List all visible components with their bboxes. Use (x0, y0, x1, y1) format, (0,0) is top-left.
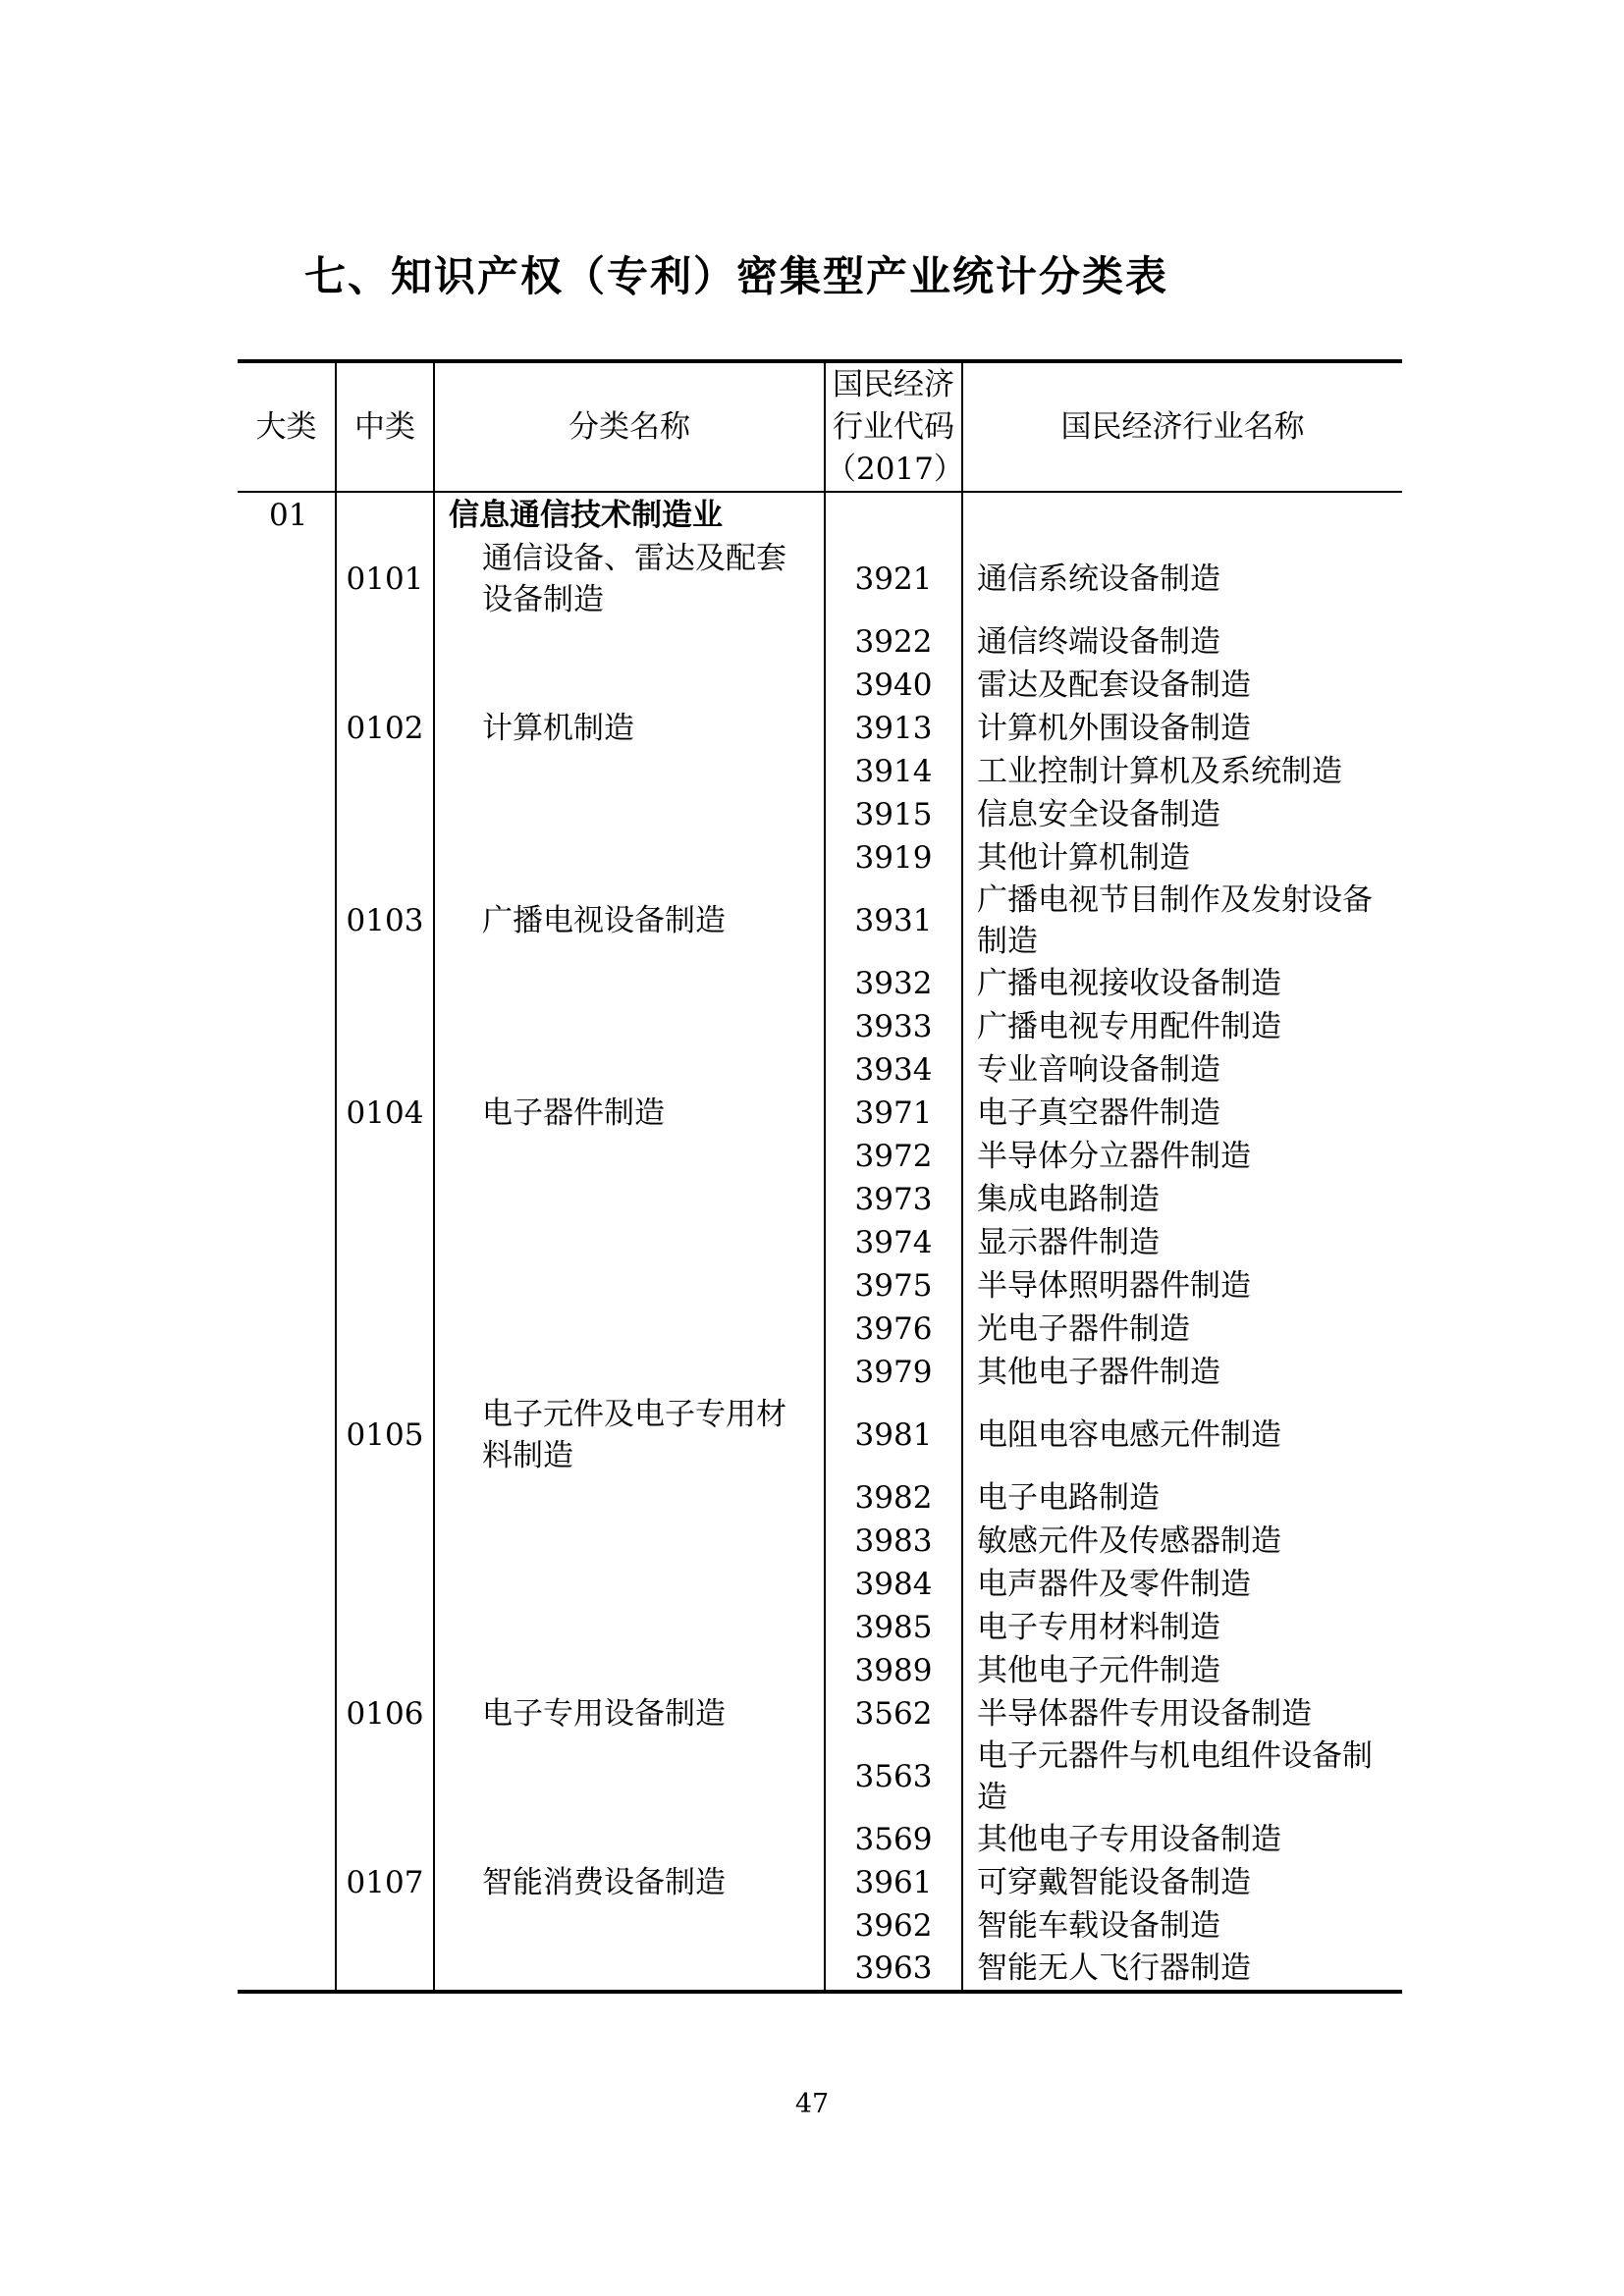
major-category-cell (238, 1005, 336, 1048)
middle-category-cell (336, 1135, 434, 1178)
table-row (238, 750, 1402, 793)
major-category-cell (238, 1649, 336, 1692)
industry-code-cell: 3971 (825, 1092, 962, 1135)
industry-code-cell: 3979 (825, 1351, 962, 1394)
industry-code-cell: 3934 (825, 1048, 962, 1092)
industry-name-cell: 敏感元件及传感器制造 (962, 1520, 1402, 1563)
industry-name-cell (962, 492, 1402, 538)
middle-category-cell (336, 620, 434, 664)
major-category-cell (238, 1394, 336, 1476)
header-major-category: 大类 (238, 361, 336, 492)
middle-category-cell (336, 1178, 434, 1221)
industry-code-cell: 3932 (825, 962, 962, 1005)
major-category-cell (238, 1264, 336, 1308)
table-row (238, 1048, 1402, 1092)
industry-name-cell: 工业控制计算机及系统制造 (962, 750, 1402, 793)
middle-category-cell (336, 793, 434, 836)
table-row (238, 836, 1402, 880)
table-row (238, 1005, 1402, 1048)
middle-category-cell (336, 1948, 434, 1992)
major-category-cell (238, 1735, 336, 1818)
industry-code-cell (825, 492, 962, 538)
industry-code-cell: 3921 (825, 538, 962, 620)
table-row (238, 1178, 1402, 1221)
industry-code-cell: 3972 (825, 1135, 962, 1178)
industry-name-cell: 专业音响设备制造 (962, 1048, 1402, 1092)
industry-name-cell: 计算机外围设备制造 (962, 707, 1402, 750)
industry-name-cell: 半导体器件专用设备制造 (962, 1692, 1402, 1735)
industry-code-cell: 3984 (825, 1563, 962, 1606)
middle-category-cell (336, 1818, 434, 1861)
category-name-cell: 电子元件及电子专用材料制造 (434, 1394, 825, 1476)
major-category-cell (238, 538, 336, 620)
category-name-cell (434, 1904, 825, 1948)
middle-category-cell (336, 1351, 434, 1394)
table-row (238, 1520, 1402, 1563)
industry-code-cell: 3915 (825, 793, 962, 836)
category-name-cell (434, 1221, 825, 1264)
major-category-cell (238, 1818, 336, 1861)
industry-name-cell: 雷达及配套设备制造 (962, 664, 1402, 707)
middle-category-cell (336, 1563, 434, 1606)
major-category-cell (238, 962, 336, 1005)
major-category-cell (238, 1178, 336, 1221)
major-category-cell (238, 1221, 336, 1264)
industry-code-cell: 3962 (825, 1904, 962, 1948)
middle-category-cell: 0105 (336, 1394, 434, 1476)
category-name-cell (434, 1048, 825, 1092)
major-category-cell (238, 707, 336, 750)
major-category-cell (238, 750, 336, 793)
middle-category-cell (336, 1005, 434, 1048)
middle-category-cell: 0102 (336, 707, 434, 750)
table-row (238, 538, 1402, 620)
industry-code-cell: 3922 (825, 620, 962, 664)
industry-name-cell: 电子专用材料制造 (962, 1606, 1402, 1649)
major-category-cell (238, 1606, 336, 1649)
industry-code-cell: 3989 (825, 1649, 962, 1692)
table-row (238, 1649, 1402, 1692)
middle-category-cell (336, 962, 434, 1005)
table-row (238, 1606, 1402, 1649)
industry-code-cell: 3976 (825, 1308, 962, 1351)
category-name-cell (434, 1818, 825, 1861)
category-name-cell (434, 1264, 825, 1308)
industry-code-cell: 3562 (825, 1692, 962, 1735)
table-row (238, 1476, 1402, 1520)
middle-category-cell (336, 1308, 434, 1351)
category-name-cell (434, 1606, 825, 1649)
major-category-cell (238, 1308, 336, 1351)
category-name-cell (434, 1135, 825, 1178)
middle-category-cell (336, 1221, 434, 1264)
category-name-cell: 信息通信技术制造业 (434, 492, 825, 538)
header-industry-name: 国民经济行业名称 (962, 361, 1402, 492)
middle-category-cell (336, 836, 434, 880)
category-name-cell (434, 1735, 825, 1818)
middle-category-cell (336, 1649, 434, 1692)
category-name-cell (434, 1351, 825, 1394)
industry-code-cell: 3973 (825, 1178, 962, 1221)
table-row (238, 793, 1402, 836)
table-row (238, 1135, 1402, 1178)
industry-name-cell: 通信终端设备制造 (962, 620, 1402, 664)
major-category-cell (238, 1135, 336, 1178)
table-row (238, 1092, 1402, 1135)
table-row (238, 1394, 1402, 1476)
industry-code-cell: 3914 (825, 750, 962, 793)
table-row (238, 1264, 1402, 1308)
category-name-cell (434, 1563, 825, 1606)
major-category-cell (238, 1948, 336, 1992)
category-name-cell: 通信设备、雷达及配套设备制造 (434, 538, 825, 620)
major-category-cell (238, 1048, 336, 1092)
category-name-cell (434, 1476, 825, 1520)
industry-name-cell: 电子电路制造 (962, 1476, 1402, 1520)
table-row (238, 1308, 1402, 1351)
category-name-cell (434, 1649, 825, 1692)
industry-code-cell: 3940 (825, 664, 962, 707)
table-row (238, 492, 1402, 538)
industry-name-cell: 光电子器件制造 (962, 1308, 1402, 1351)
table-header (238, 361, 1402, 492)
major-category-cell (238, 664, 336, 707)
category-name-cell (434, 620, 825, 664)
header-middle-category: 中类 (336, 361, 434, 492)
category-name-cell (434, 836, 825, 880)
table-row (238, 664, 1402, 707)
industry-name-cell: 半导体分立器件制造 (962, 1135, 1402, 1178)
category-name-cell (434, 793, 825, 836)
table-row (238, 1861, 1402, 1904)
table-row (238, 1692, 1402, 1735)
middle-category-cell (336, 1264, 434, 1308)
header-category-name: 分类名称 (434, 361, 825, 492)
industry-code-cell: 3961 (825, 1861, 962, 1904)
category-name-cell (434, 750, 825, 793)
industry-code-cell: 3982 (825, 1476, 962, 1520)
category-name-cell (434, 962, 825, 1005)
table-row (238, 1351, 1402, 1394)
major-category-cell (238, 1861, 336, 1904)
classification-table (238, 359, 1402, 1994)
middle-category-cell: 0106 (336, 1692, 434, 1735)
industry-code-cell: 3563 (825, 1735, 962, 1818)
category-name-cell: 电子器件制造 (434, 1092, 825, 1135)
industry-code-cell: 3933 (825, 1005, 962, 1048)
industry-name-cell: 可穿戴智能设备制造 (962, 1861, 1402, 1904)
industry-name-cell: 其他电子器件制造 (962, 1351, 1402, 1394)
middle-category-cell: 0103 (336, 880, 434, 962)
category-name-cell (434, 1005, 825, 1048)
middle-category-cell (336, 1735, 434, 1818)
industry-name-cell: 广播电视接收设备制造 (962, 962, 1402, 1005)
table-row (238, 1948, 1402, 1992)
major-category-cell (238, 1563, 336, 1606)
category-name-cell: 电子专用设备制造 (434, 1692, 825, 1735)
table-row (238, 880, 1402, 962)
middle-category-cell (336, 1904, 434, 1948)
industry-name-cell: 通信系统设备制造 (962, 538, 1402, 620)
major-category-cell (238, 1692, 336, 1735)
industry-code-cell: 3983 (825, 1520, 962, 1563)
category-name-cell: 广播电视设备制造 (434, 880, 825, 962)
major-category-cell (238, 1476, 336, 1520)
middle-category-cell (336, 1606, 434, 1649)
table-row (238, 707, 1402, 750)
table-row (238, 1904, 1402, 1948)
category-name-cell: 智能消费设备制造 (434, 1861, 825, 1904)
middle-category-cell (336, 664, 434, 707)
category-name-cell (434, 1308, 825, 1351)
industry-name-cell: 广播电视专用配件制造 (962, 1005, 1402, 1048)
industry-name-cell: 电声器件及零件制造 (962, 1563, 1402, 1606)
middle-category-cell (336, 492, 434, 538)
category-name-cell (434, 664, 825, 707)
middle-category-cell (336, 1476, 434, 1520)
major-category-cell (238, 1904, 336, 1948)
industry-name-cell: 其他计算机制造 (962, 836, 1402, 880)
middle-category-cell: 0107 (336, 1861, 434, 1904)
major-category-cell (238, 620, 336, 664)
table-row (238, 620, 1402, 664)
industry-code-cell: 3974 (825, 1221, 962, 1264)
industry-code-cell: 3931 (825, 880, 962, 962)
header-industry-code: 国民经济 行业代码 （2017） (825, 361, 962, 492)
page-title: 七、知识产权（专利）密集型产业统计分类表 (304, 252, 1169, 300)
industry-name-cell: 半导体照明器件制造 (962, 1264, 1402, 1308)
category-name-cell (434, 1948, 825, 1992)
category-name-cell (434, 1178, 825, 1221)
industry-name-cell: 智能无人飞行器制造 (962, 1948, 1402, 1992)
industry-name-cell: 其他电子专用设备制造 (962, 1818, 1402, 1861)
industry-code-cell: 3569 (825, 1818, 962, 1861)
industry-code-cell: 3913 (825, 707, 962, 750)
major-category-cell (238, 1351, 336, 1394)
industry-code-cell: 3985 (825, 1606, 962, 1649)
major-category-cell (238, 836, 336, 880)
industry-name-cell: 显示器件制造 (962, 1221, 1402, 1264)
industry-name-cell: 其他电子元件制造 (962, 1649, 1402, 1692)
middle-category-cell (336, 750, 434, 793)
industry-name-cell: 智能车载设备制造 (962, 1904, 1402, 1948)
industry-name-cell: 电子真空器件制造 (962, 1092, 1402, 1135)
industry-name-cell: 广播电视节目制作及发射设备制造 (962, 880, 1402, 962)
category-name-cell (434, 1520, 825, 1563)
major-category-cell (238, 1092, 336, 1135)
page-number: 47 (794, 2089, 830, 2119)
table-row (238, 1818, 1402, 1861)
major-category-cell (238, 1520, 336, 1563)
middle-category-cell (336, 1520, 434, 1563)
industry-name-cell: 电子元器件与机电组件设备制造 (962, 1735, 1402, 1818)
major-category-cell: 01 (238, 492, 336, 538)
middle-category-cell (336, 1048, 434, 1092)
middle-category-cell: 0104 (336, 1092, 434, 1135)
industry-name-cell: 信息安全设备制造 (962, 793, 1402, 836)
table-row (238, 1735, 1402, 1818)
major-category-cell (238, 880, 336, 962)
industry-code-cell: 3981 (825, 1394, 962, 1476)
major-category-cell (238, 793, 336, 836)
table-row (238, 962, 1402, 1005)
table-row (238, 1221, 1402, 1264)
industry-name-cell: 集成电路制造 (962, 1178, 1402, 1221)
industry-code-cell: 3963 (825, 1948, 962, 1992)
category-name-cell: 计算机制造 (434, 707, 825, 750)
industry-name-cell: 电阻电容电感元件制造 (962, 1394, 1402, 1476)
middle-category-cell: 0101 (336, 538, 434, 620)
industry-code-cell: 3975 (825, 1264, 962, 1308)
industry-code-cell: 3919 (825, 836, 962, 880)
table-row (238, 1563, 1402, 1606)
table-body (238, 492, 1402, 1992)
